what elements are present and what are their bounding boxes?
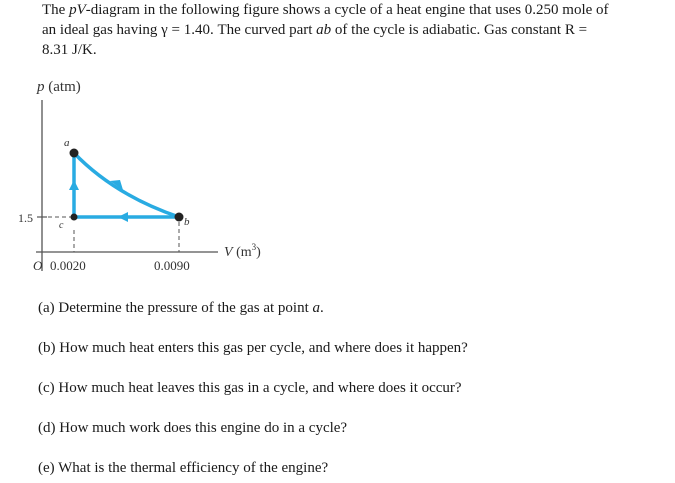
point-c-label: c [59, 220, 64, 231]
adiabatic-curve-ab [74, 153, 179, 217]
question-d: (d) How much work does this engine do in a cycle? [38, 420, 348, 436]
pv-variable: pV [69, 2, 86, 18]
y-axis-unit: (atm) [44, 79, 81, 95]
question-b: (b) How much heat enters this gas per cycle, and where does it happen? [38, 340, 468, 356]
point-c-marker [71, 214, 78, 221]
arrow-bc [118, 212, 128, 222]
y-axis-label [36, 79, 81, 95]
x-axis-label: V $(m^3)$ [224, 242, 261, 260]
point-a-marker [70, 149, 79, 158]
question-a: (a) Determine the pressure of the gas at point a. [38, 300, 324, 316]
problem-line-2: an ideal gas having γ = 1.40. The curved part ab of the cycle is adiabatic. Gas constant R = [42, 22, 588, 38]
ab-variable: ab [316, 22, 332, 38]
problem-line-3: 8.31 J/K. [42, 42, 97, 58]
problem-line-1: The pV-diagram in the following figure shows a cycle of a heat engine that uses 0.250 mole of [42, 2, 609, 18]
question-c: (c) How much heat leaves this gas in a cycle, and where does it occur? [38, 380, 462, 396]
y-axis-var: p [37, 79, 45, 95]
arrow-ca [69, 180, 79, 190]
question-e: (e) What is the thermal efficiency of the engine? [38, 460, 329, 476]
v-tick-label-2: 0.0090 [154, 258, 190, 273]
point-b-label: b [184, 216, 190, 228]
pv-diagram [0, 0, 300, 290]
point-b-marker [175, 213, 184, 222]
point-a-label: a [64, 137, 70, 149]
origin-label: O [33, 258, 43, 273]
v-tick-label-1: 0.0020 [50, 258, 86, 273]
p-tick-label: 1.5 [18, 211, 33, 225]
